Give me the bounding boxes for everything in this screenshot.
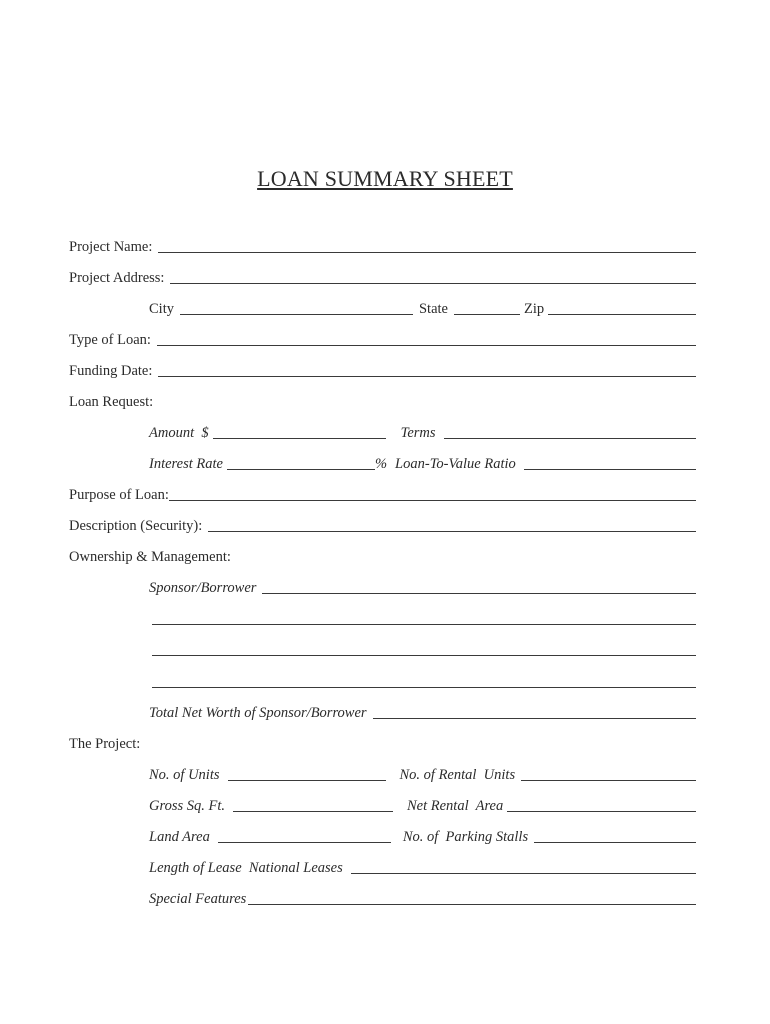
interest-ltv-row bbox=[149, 453, 696, 473]
gross-sqft-label: Gross Sq. Ft. bbox=[149, 798, 225, 814]
sponsor-field[interactable] bbox=[262, 593, 696, 594]
description-field[interactable] bbox=[208, 531, 696, 532]
lease-row bbox=[149, 857, 696, 877]
parking-field[interactable] bbox=[534, 842, 696, 843]
project-name-field[interactable] bbox=[158, 252, 696, 253]
net-rental-area-label: Net Rental Area bbox=[407, 798, 504, 814]
type-of-loan-field[interactable] bbox=[157, 345, 696, 346]
net-worth-field[interactable] bbox=[373, 718, 696, 719]
ltv-field[interactable] bbox=[524, 469, 696, 470]
funding-date-label: Funding Date: bbox=[69, 363, 153, 379]
interest-rate-field[interactable] bbox=[227, 469, 375, 470]
description-row bbox=[69, 515, 696, 535]
funding-date-row bbox=[69, 360, 696, 380]
lease-label: Length of Lease National Leases bbox=[149, 860, 343, 876]
net-worth-label: Total Net Worth of Sponsor/Borrower bbox=[149, 705, 367, 721]
units-field[interactable] bbox=[228, 780, 386, 781]
sponsor-extra-line-2 bbox=[152, 639, 696, 659]
the-project-row bbox=[69, 733, 696, 753]
loan-request-label: Loan Request: bbox=[69, 394, 154, 410]
project-name-row bbox=[69, 236, 696, 256]
special-features-field[interactable] bbox=[248, 904, 696, 905]
sponsor-extra-field-1[interactable] bbox=[152, 624, 696, 625]
land-parking-row bbox=[149, 826, 696, 846]
description-label: Description (Security): bbox=[69, 518, 203, 534]
rental-units-label: No. of Rental Units bbox=[399, 767, 516, 783]
city-state-zip-row bbox=[149, 298, 696, 318]
interest-rate-label: Interest Rate bbox=[149, 456, 223, 472]
land-area-field[interactable] bbox=[218, 842, 391, 843]
special-features-label: Special Features bbox=[149, 891, 247, 907]
parking-label: No. of Parking Stalls bbox=[402, 829, 529, 845]
state-field[interactable] bbox=[454, 314, 520, 315]
net-rental-area-field[interactable] bbox=[507, 811, 696, 812]
units-label: No. of Units bbox=[149, 767, 220, 783]
amount-terms-row bbox=[149, 422, 696, 442]
sponsor-extra-line-3 bbox=[152, 671, 696, 691]
sponsor-label: Sponsor/Borrower bbox=[149, 580, 257, 596]
amount-label: Amount $ bbox=[149, 425, 209, 441]
city-label: City bbox=[149, 301, 174, 317]
terms-label: Terms bbox=[400, 425, 436, 441]
lease-field[interactable] bbox=[351, 873, 696, 874]
type-of-loan-label: Type of Loan: bbox=[69, 332, 151, 348]
sponsor-row bbox=[149, 577, 696, 597]
zip-label: Zip bbox=[523, 301, 545, 317]
net-worth-row bbox=[149, 702, 696, 722]
sponsor-extra-field-2[interactable] bbox=[152, 655, 696, 656]
funding-date-field[interactable] bbox=[158, 376, 696, 377]
area-row bbox=[149, 795, 696, 815]
percent-sign: % bbox=[374, 456, 388, 472]
terms-field[interactable] bbox=[444, 438, 696, 439]
type-of-loan-row bbox=[69, 329, 696, 349]
city-field[interactable] bbox=[180, 314, 413, 315]
gross-sqft-field[interactable] bbox=[233, 811, 393, 812]
project-address-row bbox=[69, 267, 696, 287]
rental-units-field[interactable] bbox=[521, 780, 696, 781]
sponsor-extra-field-3[interactable] bbox=[152, 687, 696, 688]
units-row bbox=[149, 764, 696, 784]
purpose-field[interactable] bbox=[169, 500, 696, 501]
amount-field[interactable] bbox=[213, 438, 386, 439]
special-features-row bbox=[149, 888, 696, 908]
ownership-row bbox=[69, 546, 696, 566]
page-title: LOAN SUMMARY SHEET bbox=[257, 166, 513, 191]
loan-request-row bbox=[69, 391, 696, 411]
project-name-label: Project Name: bbox=[69, 239, 153, 255]
land-area-label: Land Area bbox=[149, 829, 210, 845]
project-address-field[interactable] bbox=[170, 283, 696, 284]
zip-field[interactable] bbox=[548, 314, 696, 315]
project-address-label: Project Address: bbox=[69, 270, 165, 286]
ltv-label: Loan-To-Value Ratio bbox=[395, 456, 516, 472]
sponsor-extra-line-1 bbox=[152, 608, 696, 628]
ownership-label: Ownership & Management: bbox=[69, 549, 231, 565]
purpose-row bbox=[69, 484, 696, 504]
the-project-label: The Project: bbox=[69, 736, 141, 752]
state-label: State bbox=[418, 301, 448, 317]
purpose-label: Purpose of Loan: bbox=[69, 487, 169, 503]
